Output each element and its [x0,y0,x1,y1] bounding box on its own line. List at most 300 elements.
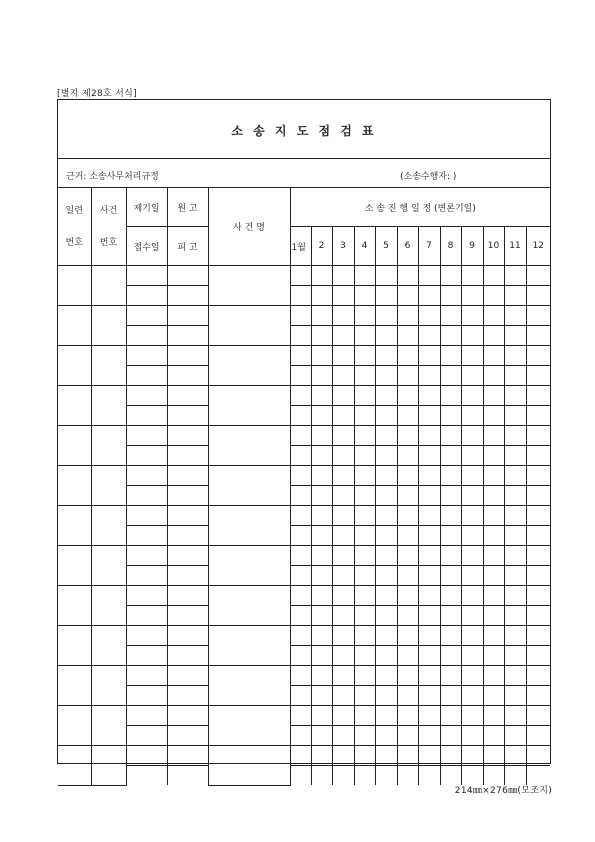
schedule-cell[interactable] [504,286,526,306]
schedule-cell[interactable] [397,746,418,766]
schedule-cell[interactable] [290,586,311,606]
schedule-cell[interactable] [526,666,550,686]
schedule-cell[interactable] [332,686,354,706]
received-date-cell[interactable] [126,486,167,506]
schedule-cell[interactable] [483,686,504,706]
case-name-cell[interactable] [208,266,290,306]
serial-cell[interactable] [58,386,91,426]
schedule-cell[interactable] [483,726,504,746]
schedule-cell[interactable] [418,506,440,526]
schedule-cell[interactable] [354,506,375,526]
schedule-cell[interactable] [397,306,418,326]
schedule-cell[interactable] [483,306,504,326]
schedule-cell[interactable] [526,306,550,326]
schedule-cell[interactable] [290,766,311,786]
schedule-cell[interactable] [290,386,311,406]
defendant-cell[interactable] [167,326,208,346]
serial-cell[interactable] [58,746,91,786]
schedule-cell[interactable] [397,526,418,546]
schedule-cell[interactable] [483,286,504,306]
schedule-cell[interactable] [354,666,375,686]
plaintiff-cell[interactable] [167,426,208,446]
plaintiff-cell[interactable] [167,546,208,566]
schedule-cell[interactable] [290,546,311,566]
schedule-cell[interactable] [375,606,397,626]
received-date-cell[interactable] [126,646,167,666]
plaintiff-cell[interactable] [167,626,208,646]
serial-cell[interactable] [58,506,91,546]
schedule-cell[interactable] [311,766,332,786]
schedule-cell[interactable] [311,566,332,586]
schedule-cell[interactable] [354,726,375,746]
case-name-cell[interactable] [208,386,290,426]
plaintiff-cell[interactable] [167,386,208,406]
case-no-cell[interactable] [91,306,126,346]
schedule-cell[interactable] [397,646,418,666]
schedule-cell[interactable] [504,566,526,586]
schedule-cell[interactable] [461,546,483,566]
filed-date-cell[interactable] [126,266,167,286]
schedule-cell[interactable] [526,366,550,386]
received-date-cell[interactable] [126,686,167,706]
schedule-cell[interactable] [375,506,397,526]
schedule-cell[interactable] [354,686,375,706]
schedule-cell[interactable] [418,746,440,766]
schedule-cell[interactable] [332,426,354,446]
schedule-cell[interactable] [354,526,375,546]
schedule-cell[interactable] [483,366,504,386]
schedule-cell[interactable] [418,686,440,706]
schedule-cell[interactable] [311,306,332,326]
schedule-cell[interactable] [418,586,440,606]
schedule-cell[interactable] [290,346,311,366]
schedule-cell[interactable] [461,326,483,346]
schedule-cell[interactable] [483,526,504,546]
defendant-cell[interactable] [167,766,208,786]
schedule-cell[interactable] [332,306,354,326]
schedule-cell[interactable] [290,646,311,666]
schedule-cell[interactable] [332,606,354,626]
schedule-cell[interactable] [290,466,311,486]
plaintiff-cell[interactable] [167,346,208,366]
plaintiff-cell[interactable] [167,586,208,606]
schedule-cell[interactable] [311,286,332,306]
defendant-cell[interactable] [167,286,208,306]
schedule-cell[interactable] [526,566,550,586]
schedule-cell[interactable] [526,286,550,306]
serial-cell[interactable] [58,266,91,306]
received-date-cell[interactable] [126,726,167,746]
schedule-cell[interactable] [504,466,526,486]
schedule-cell[interactable] [375,306,397,326]
schedule-cell[interactable] [483,606,504,626]
schedule-cell[interactable] [290,406,311,426]
schedule-cell[interactable] [504,586,526,606]
schedule-cell[interactable] [461,646,483,666]
schedule-cell[interactable] [332,646,354,666]
schedule-cell[interactable] [440,666,461,686]
schedule-cell[interactable] [311,546,332,566]
schedule-cell[interactable] [354,566,375,586]
case-name-cell[interactable] [208,666,290,706]
schedule-cell[interactable] [332,766,354,786]
schedule-cell[interactable] [483,426,504,446]
schedule-cell[interactable] [504,746,526,766]
schedule-cell[interactable] [375,586,397,606]
schedule-cell[interactable] [526,526,550,546]
schedule-cell[interactable] [332,286,354,306]
case-no-cell[interactable] [91,586,126,626]
schedule-cell[interactable] [526,626,550,646]
schedule-cell[interactable] [332,326,354,346]
schedule-cell[interactable] [354,306,375,326]
filed-date-cell[interactable] [126,506,167,526]
schedule-cell[interactable] [332,406,354,426]
schedule-cell[interactable] [332,366,354,386]
schedule-cell[interactable] [375,486,397,506]
schedule-cell[interactable] [397,366,418,386]
schedule-cell[interactable] [375,726,397,746]
schedule-cell[interactable] [440,406,461,426]
schedule-cell[interactable] [461,426,483,446]
schedule-cell[interactable] [461,686,483,706]
schedule-cell[interactable] [461,606,483,626]
schedule-cell[interactable] [375,746,397,766]
filed-date-cell[interactable] [126,586,167,606]
schedule-cell[interactable] [418,386,440,406]
schedule-cell[interactable] [461,626,483,646]
schedule-cell[interactable] [440,466,461,486]
schedule-cell[interactable] [375,426,397,446]
schedule-cell[interactable] [354,746,375,766]
schedule-cell[interactable] [354,546,375,566]
schedule-cell[interactable] [354,446,375,466]
schedule-cell[interactable] [504,626,526,646]
plaintiff-cell[interactable] [167,266,208,286]
schedule-cell[interactable] [461,506,483,526]
schedule-cell[interactable] [397,486,418,506]
schedule-cell[interactable] [504,346,526,366]
schedule-cell[interactable] [332,666,354,686]
schedule-cell[interactable] [311,406,332,426]
schedule-cell[interactable] [418,426,440,446]
schedule-cell[interactable] [418,726,440,746]
schedule-cell[interactable] [375,326,397,346]
schedule-cell[interactable] [397,566,418,586]
plaintiff-cell[interactable] [167,506,208,526]
schedule-cell[interactable] [375,706,397,726]
schedule-cell[interactable] [354,326,375,346]
schedule-cell[interactable] [504,266,526,286]
schedule-cell[interactable] [290,566,311,586]
schedule-cell[interactable] [440,346,461,366]
schedule-cell[interactable] [311,346,332,366]
case-name-cell[interactable] [208,626,290,666]
schedule-cell[interactable] [461,486,483,506]
schedule-cell[interactable] [461,526,483,546]
schedule-cell[interactable] [526,326,550,346]
filed-date-cell[interactable] [126,546,167,566]
defendant-cell[interactable] [167,446,208,466]
schedule-cell[interactable] [311,586,332,606]
schedule-cell[interactable] [418,626,440,646]
schedule-cell[interactable] [332,546,354,566]
schedule-cell[interactable] [311,326,332,346]
schedule-cell[interactable] [332,706,354,726]
schedule-cell[interactable] [332,486,354,506]
received-date-cell[interactable] [126,326,167,346]
schedule-cell[interactable] [354,606,375,626]
schedule-cell[interactable] [397,706,418,726]
schedule-cell[interactable] [483,746,504,766]
filed-date-cell[interactable] [126,666,167,686]
schedule-cell[interactable] [440,426,461,446]
schedule-cell[interactable] [526,686,550,706]
schedule-cell[interactable] [418,606,440,626]
schedule-cell[interactable] [440,546,461,566]
received-date-cell[interactable] [126,406,167,426]
filed-date-cell[interactable] [126,386,167,406]
schedule-cell[interactable] [354,646,375,666]
schedule-cell[interactable] [483,626,504,646]
schedule-cell[interactable] [440,566,461,586]
schedule-cell[interactable] [483,466,504,486]
received-date-cell[interactable] [126,766,167,786]
schedule-cell[interactable] [290,626,311,646]
defendant-cell[interactable] [167,726,208,746]
schedule-cell[interactable] [354,366,375,386]
schedule-cell[interactable] [332,266,354,286]
schedule-cell[interactable] [526,606,550,626]
received-date-cell[interactable] [126,526,167,546]
schedule-cell[interactable] [526,406,550,426]
schedule-cell[interactable] [483,406,504,426]
schedule-cell[interactable] [440,446,461,466]
schedule-cell[interactable] [311,686,332,706]
schedule-cell[interactable] [332,346,354,366]
filed-date-cell[interactable] [126,346,167,366]
schedule-cell[interactable] [397,666,418,686]
schedule-cell[interactable] [290,606,311,626]
schedule-cell[interactable] [397,446,418,466]
schedule-cell[interactable] [440,486,461,506]
schedule-cell[interactable] [375,626,397,646]
schedule-cell[interactable] [354,766,375,786]
schedule-cell[interactable] [375,566,397,586]
schedule-cell[interactable] [375,526,397,546]
case-no-cell[interactable] [91,466,126,506]
schedule-cell[interactable] [290,266,311,286]
schedule-cell[interactable] [397,406,418,426]
performer-field[interactable]: (소송수행자: ) [400,172,457,182]
filed-date-cell[interactable] [126,626,167,646]
schedule-cell[interactable] [290,486,311,506]
schedule-cell[interactable] [526,546,550,566]
schedule-cell[interactable] [354,386,375,406]
schedule-cell[interactable] [332,466,354,486]
serial-cell[interactable] [58,466,91,506]
schedule-cell[interactable] [440,686,461,706]
case-name-cell[interactable] [208,706,290,746]
schedule-cell[interactable] [440,506,461,526]
received-date-cell[interactable] [126,606,167,626]
schedule-cell[interactable] [461,706,483,726]
serial-cell[interactable] [58,706,91,746]
serial-cell[interactable] [58,346,91,386]
schedule-cell[interactable] [418,446,440,466]
defendant-cell[interactable] [167,646,208,666]
schedule-cell[interactable] [290,726,311,746]
received-date-cell[interactable] [126,446,167,466]
schedule-cell[interactable] [332,746,354,766]
schedule-cell[interactable] [483,706,504,726]
schedule-cell[interactable] [290,526,311,546]
schedule-cell[interactable] [397,326,418,346]
schedule-cell[interactable] [375,366,397,386]
schedule-cell[interactable] [375,766,397,786]
schedule-cell[interactable] [311,366,332,386]
case-no-cell[interactable] [91,626,126,666]
case-name-cell[interactable] [208,466,290,506]
case-name-cell[interactable] [208,586,290,626]
schedule-cell[interactable] [504,606,526,626]
case-name-cell[interactable] [208,306,290,346]
schedule-cell[interactable] [440,706,461,726]
schedule-cell[interactable] [332,386,354,406]
defendant-cell[interactable] [167,686,208,706]
schedule-cell[interactable] [375,646,397,666]
schedule-cell[interactable] [290,426,311,446]
schedule-cell[interactable] [504,526,526,546]
schedule-cell[interactable] [483,266,504,286]
serial-cell[interactable] [58,626,91,666]
schedule-cell[interactable] [354,486,375,506]
schedule-cell[interactable] [290,326,311,346]
schedule-cell[interactable] [354,706,375,726]
schedule-cell[interactable] [461,266,483,286]
schedule-cell[interactable] [504,306,526,326]
schedule-cell[interactable] [397,686,418,706]
defendant-cell[interactable] [167,526,208,546]
schedule-cell[interactable] [461,726,483,746]
schedule-cell[interactable] [483,506,504,526]
schedule-cell[interactable] [504,506,526,526]
schedule-cell[interactable] [461,586,483,606]
schedule-cell[interactable] [311,426,332,446]
schedule-cell[interactable] [311,266,332,286]
schedule-cell[interactable] [332,506,354,526]
schedule-cell[interactable] [483,446,504,466]
case-no-cell[interactable] [91,706,126,746]
schedule-cell[interactable] [526,646,550,666]
plaintiff-cell[interactable] [167,706,208,726]
case-name-cell[interactable] [208,546,290,586]
schedule-cell[interactable] [354,626,375,646]
schedule-cell[interactable] [440,606,461,626]
schedule-cell[interactable] [440,326,461,346]
schedule-cell[interactable] [526,506,550,526]
schedule-cell[interactable] [290,706,311,726]
schedule-cell[interactable] [332,586,354,606]
schedule-cell[interactable] [375,286,397,306]
schedule-cell[interactable] [461,306,483,326]
schedule-cell[interactable] [397,426,418,446]
case-no-cell[interactable] [91,346,126,386]
schedule-cell[interactable] [354,266,375,286]
schedule-cell[interactable] [440,646,461,666]
schedule-cell[interactable] [483,586,504,606]
schedule-cell[interactable] [375,346,397,366]
case-name-cell[interactable] [208,346,290,386]
schedule-cell[interactable] [418,666,440,686]
schedule-cell[interactable] [332,566,354,586]
schedule-cell[interactable] [483,566,504,586]
schedule-cell[interactable] [461,746,483,766]
schedule-cell[interactable] [526,426,550,446]
schedule-cell[interactable] [375,386,397,406]
schedule-cell[interactable] [504,406,526,426]
schedule-cell[interactable] [290,446,311,466]
defendant-cell[interactable] [167,606,208,626]
plaintiff-cell[interactable] [167,746,208,766]
schedule-cell[interactable] [375,686,397,706]
case-name-cell[interactable] [208,506,290,546]
schedule-cell[interactable] [397,466,418,486]
case-no-cell[interactable] [91,546,126,586]
schedule-cell[interactable] [440,286,461,306]
schedule-cell[interactable] [504,486,526,506]
defendant-cell[interactable] [167,366,208,386]
schedule-cell[interactable] [375,446,397,466]
schedule-cell[interactable] [418,266,440,286]
schedule-cell[interactable] [311,446,332,466]
schedule-cell[interactable] [461,466,483,486]
schedule-cell[interactable] [461,366,483,386]
case-no-cell[interactable] [91,426,126,466]
schedule-cell[interactable] [418,646,440,666]
schedule-cell[interactable] [332,626,354,646]
schedule-cell[interactable] [311,626,332,646]
schedule-cell[interactable] [504,366,526,386]
schedule-cell[interactable] [418,286,440,306]
schedule-cell[interactable] [332,446,354,466]
schedule-cell[interactable] [311,746,332,766]
schedule-cell[interactable] [483,546,504,566]
case-no-cell[interactable] [91,666,126,706]
schedule-cell[interactable] [418,566,440,586]
schedule-cell[interactable] [461,566,483,586]
schedule-cell[interactable] [332,726,354,746]
schedule-cell[interactable] [311,506,332,526]
schedule-cell[interactable] [354,426,375,446]
schedule-cell[interactable] [526,726,550,746]
schedule-cell[interactable] [354,586,375,606]
schedule-cell[interactable] [397,546,418,566]
schedule-cell[interactable] [504,666,526,686]
schedule-cell[interactable] [418,346,440,366]
serial-cell[interactable] [58,546,91,586]
defendant-cell[interactable] [167,566,208,586]
schedule-cell[interactable] [397,346,418,366]
schedule-cell[interactable] [483,346,504,366]
defendant-cell[interactable] [167,486,208,506]
case-no-cell[interactable] [91,746,126,786]
schedule-cell[interactable] [504,706,526,726]
schedule-cell[interactable] [504,546,526,566]
schedule-cell[interactable] [397,726,418,746]
schedule-cell[interactable] [311,606,332,626]
schedule-cell[interactable] [397,606,418,626]
